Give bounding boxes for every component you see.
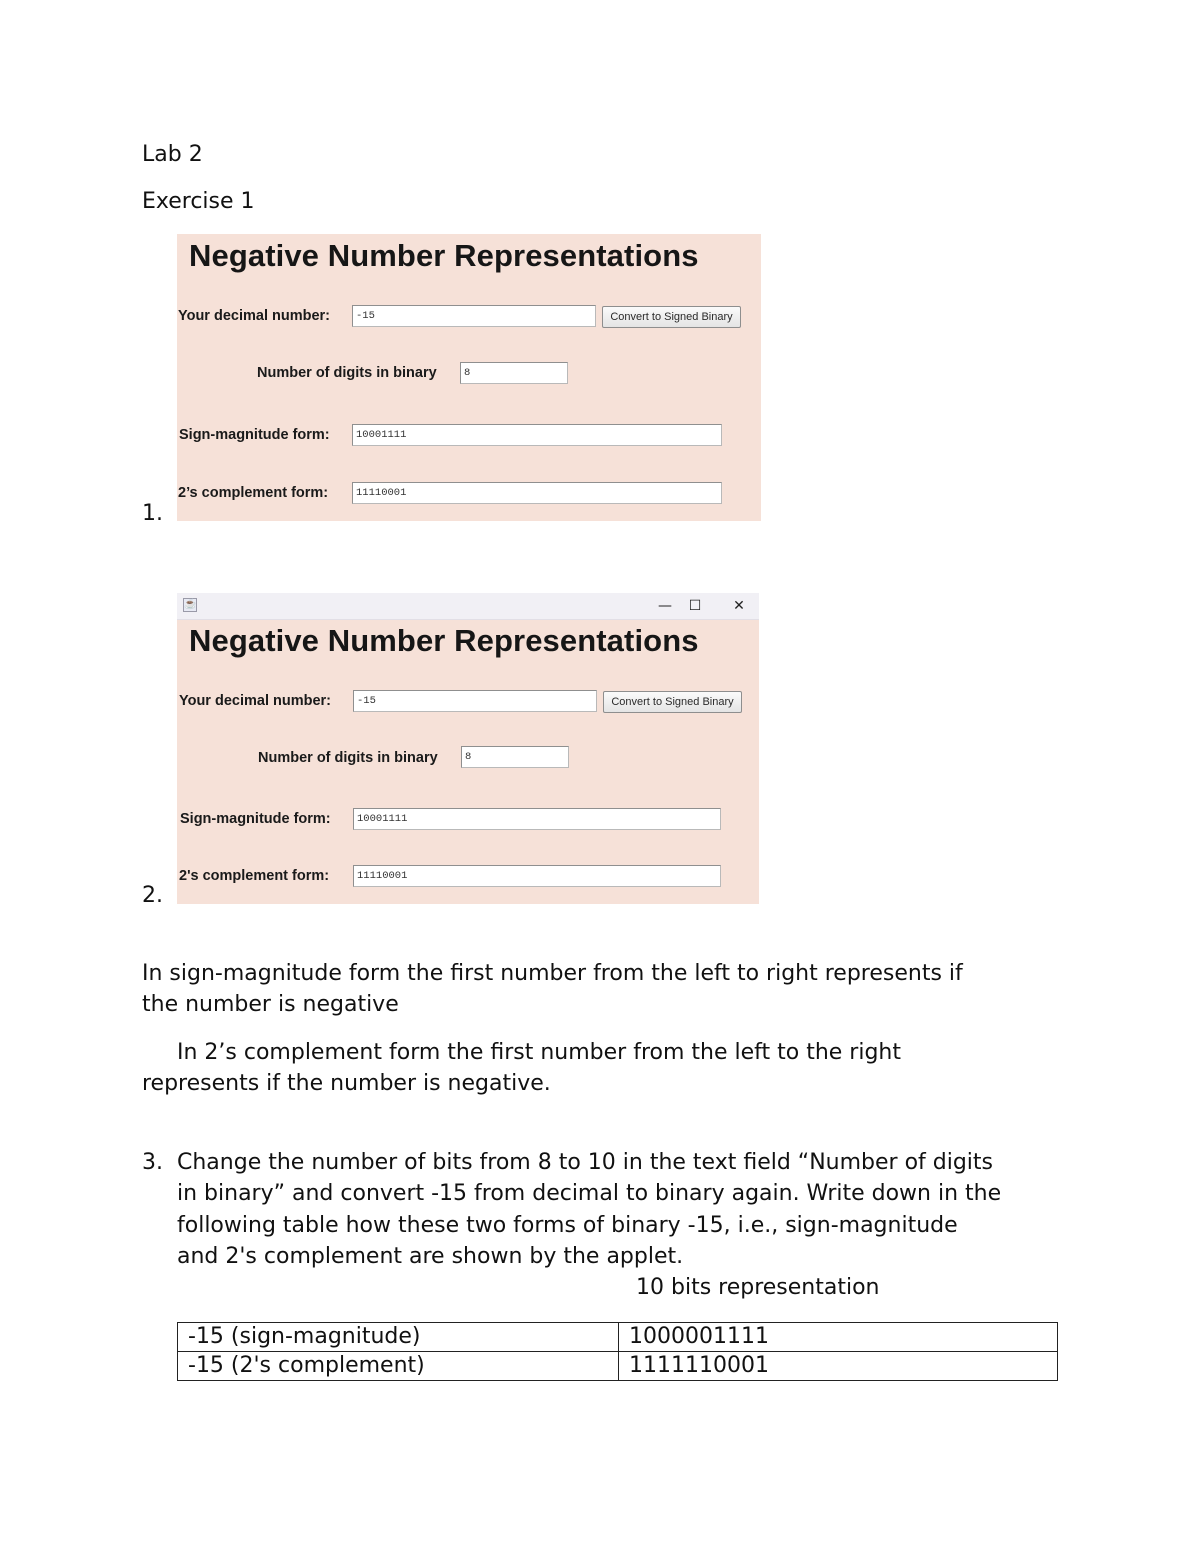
sign-magnitude-output[interactable]: 10001111 [352, 424, 722, 446]
list-marker-2: 2. [142, 883, 163, 908]
applet-heading: Negative Number Representations [189, 623, 699, 658]
digits-label: Number of digits in binary [257, 365, 437, 381]
window-title-bar [177, 593, 759, 620]
convert-button[interactable]: Convert to Signed Binary [602, 306, 741, 328]
paragraph-sign-magnitude-line-1: In sign-magnitude form the first number from the left to right represents if [142, 961, 963, 986]
twos-complement-label: 2's complement form: [179, 868, 330, 884]
twos-complement-label: 2’s complement form: [178, 485, 329, 501]
close-icon[interactable]: ✕ [733, 598, 745, 614]
table-cell-value: 1111110001 [619, 1352, 1058, 1381]
item-3-line-4: and 2's complement are shown by the applet. [177, 1244, 684, 1269]
minimize-icon[interactable]: — [658, 598, 672, 614]
item-3-line-2: in binary” and convert -15 from decimal to binary again. Write down in the [177, 1181, 1002, 1206]
twos-complement-output[interactable]: 11110001 [353, 865, 721, 887]
table-row [178, 1323, 1058, 1352]
convert-button[interactable]: Convert to Signed Binary [603, 691, 742, 713]
sign-magnitude-label: Sign-magnitude form: [180, 811, 331, 827]
list-marker-3: 3. [142, 1150, 163, 1175]
paragraph-sign-magnitude-line-2: the number is negative [142, 992, 399, 1017]
table-row [178, 1352, 1058, 1381]
java-icon: ☕ [184, 599, 197, 610]
digits-input[interactable]: 8 [461, 746, 569, 768]
applet-screenshot-1 [177, 234, 761, 521]
table-cell-form: -15 (2's complement) [178, 1352, 619, 1381]
representation-table [177, 1322, 1058, 1381]
decimal-number-label: Your decimal number: [178, 308, 331, 324]
decimal-number-input[interactable]: -15 [352, 305, 596, 327]
decimal-number-input[interactable]: -15 [353, 690, 597, 712]
digits-input[interactable]: 8 [460, 362, 568, 384]
list-marker-1: 1. [142, 501, 163, 526]
applet-screenshot-2 [177, 593, 759, 904]
maximize-icon[interactable]: ☐ [688, 598, 702, 614]
item-3-line-1: Change the number of bits from 8 to 10 in the text field “Number of digits [177, 1150, 994, 1175]
paragraph-twos-complement-line-1: In 2’s complement form the first number from the left to the right [177, 1040, 902, 1065]
decimal-number-label: Your decimal number: [179, 693, 332, 709]
table-cell-form: -15 (sign-magnitude) [178, 1323, 619, 1352]
sign-magnitude-label: Sign-magnitude form: [179, 427, 330, 443]
table-caption: 10 bits representation [636, 1275, 880, 1300]
applet-heading: Negative Number Representations [189, 238, 699, 273]
item-3-line-3: following table how these two forms of binary -15, i.e., sign-magnitude [177, 1213, 958, 1238]
twos-complement-output[interactable]: 11110001 [352, 482, 722, 504]
sign-magnitude-output[interactable]: 10001111 [353, 808, 721, 830]
table-cell-value: 1000001111 [619, 1323, 1058, 1352]
exercise-heading: Exercise 1 [142, 189, 255, 214]
document-title: Lab 2 [142, 142, 203, 167]
digits-label: Number of digits in binary [258, 750, 438, 766]
paragraph-twos-complement-line-2: represents if the number is negative. [142, 1071, 551, 1096]
